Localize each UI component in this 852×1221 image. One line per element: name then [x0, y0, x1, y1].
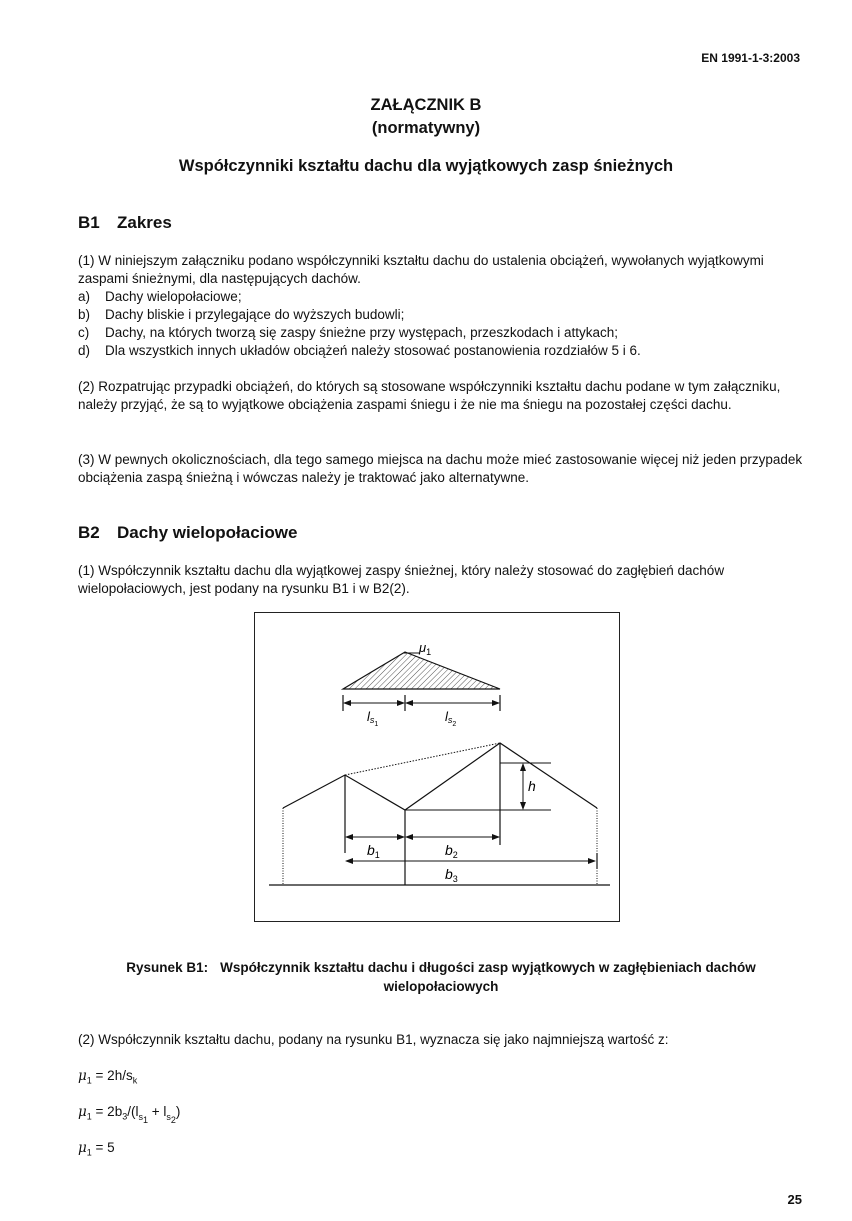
figure-caption: [78, 958, 804, 996]
b2-label: $b_2$: [445, 842, 458, 860]
formula-rhs: = 5: [91, 1140, 115, 1155]
list-item-text: Dachy, na których tworzą się zaspy śnieżne przy występach, przeszkodach i attykach;: [105, 325, 618, 340]
mu-symbol: μ: [78, 1068, 87, 1084]
list-item: [78, 288, 804, 306]
list-item-label: c): [78, 325, 90, 340]
formula-subscript: s1: [138, 1111, 148, 1125]
formula-rhs: = 2h/s: [91, 1068, 133, 1083]
section-title: Zakres: [117, 213, 172, 232]
section-number: B1: [78, 213, 100, 232]
list-item-text: Dachy wielopołaciowe;: [105, 289, 242, 304]
formula-subscript: 3: [122, 1111, 128, 1122]
ls2-label: $ls_2$: [445, 709, 457, 728]
section-heading-b1: [78, 213, 172, 233]
mu1-label: $\mu_1$: [419, 640, 432, 657]
page-number: 25: [787, 1192, 802, 1207]
roof-type-list: [78, 288, 804, 360]
annex-type: (normatywny): [371, 119, 481, 137]
mu-subscript: 1: [86, 1147, 92, 1158]
formula-rhs: + l: [147, 1104, 167, 1119]
formula-rhs: /(l: [127, 1104, 139, 1119]
paragraph-b1-1: [78, 252, 804, 360]
mu-symbol: μ: [78, 1140, 87, 1156]
paragraph-b2-2: (2) Współczynnik kształtu dachu, podany na rysunku B1, wyznacza się jako najmniejszą wartość z:: [78, 1032, 669, 1047]
list-item-label: b): [78, 307, 91, 322]
b3-label: $b_3$: [445, 866, 458, 884]
formula-subscript: k: [132, 1075, 138, 1086]
figure-b1: [254, 612, 620, 922]
section-heading-b2: [78, 523, 297, 543]
annex-title: ZAŁĄCZNIK B: [370, 96, 482, 114]
paragraph-text: (1) W niniejszym załączniku podano współczynniki kształtu dachu do ustalenia obciążeń, wywołanych wyjątkowymi zaspami śnieżnymi, dla następujących dachów.: [78, 253, 764, 286]
formula-rhs: ): [175, 1104, 181, 1119]
roof-diagram: [255, 613, 621, 923]
list-item: [78, 306, 804, 324]
ls1-label: $ls_1$: [367, 709, 379, 728]
paragraph-b1-3: (3) W pewnych okolicznościach, dla tego samego miejsca na dachu może mieć zastosowanie więcej niż jeden przypadek obciążenia zaspą śnieżną i wówczas należy je traktować jako alternatywne.: [78, 452, 803, 485]
list-item-text: Dla wszystkich innych układów obciążeń należy stosować postanowienia rozdziałów 5 i 6.: [105, 343, 641, 358]
caption-label: Rysunek B1:: [126, 960, 209, 975]
list-item-text: Dachy bliskie i przylegające do wyższych budowli;: [105, 307, 405, 322]
list-item: [78, 324, 804, 342]
formula-3: [78, 1140, 115, 1158]
section-number: B2: [78, 523, 100, 542]
formula-rhs: = 2b: [91, 1104, 123, 1119]
paragraph-b2-1: (1) Współczynnik kształtu dachu dla wyjątkowej zaspy śnieżnej, który należy stosować do zagłębień dachów wielopołaciowych, jest podany na rysunku B1 i w B2(2).: [78, 563, 725, 596]
formula-1: [78, 1068, 137, 1086]
h-label: h: [528, 778, 536, 794]
mu-subscript: 1: [86, 1111, 92, 1122]
formula-2: [78, 1104, 180, 1124]
paragraph-b1-2: (2) Rozpatrując przypadki obciążeń, do których są stosowane współczynniki kształtu dachu podane w tym załączniku, należy przyjąć, że są to wyjątkowe obciążenia zaspami śniegu i że nie ma śniegu na pozostałej części dachu.: [78, 379, 781, 412]
section-title: Dachy wielopołaciowe: [117, 523, 298, 542]
mu-subscript: 1: [86, 1075, 92, 1086]
list-item-label: a): [78, 289, 91, 304]
list-item-label: d): [78, 343, 91, 358]
mu-symbol: μ: [78, 1104, 87, 1120]
snow-drift: [343, 652, 500, 689]
b1-label: $b_1$: [367, 842, 380, 860]
list-item: [78, 342, 804, 360]
formula-subscript: s2: [166, 1111, 176, 1125]
document-number: EN 1991-1-3:2003: [701, 51, 800, 65]
caption-title: Współczynnik kształtu dachu i długości zasp wyjątkowych w zagłębieniach dachów wielopołaciowych: [220, 960, 756, 994]
annex-subtitle: Współczynniki kształtu dachu dla wyjątkowych zasp śnieżnych: [178, 157, 674, 175]
roof-profile: [283, 743, 597, 810]
